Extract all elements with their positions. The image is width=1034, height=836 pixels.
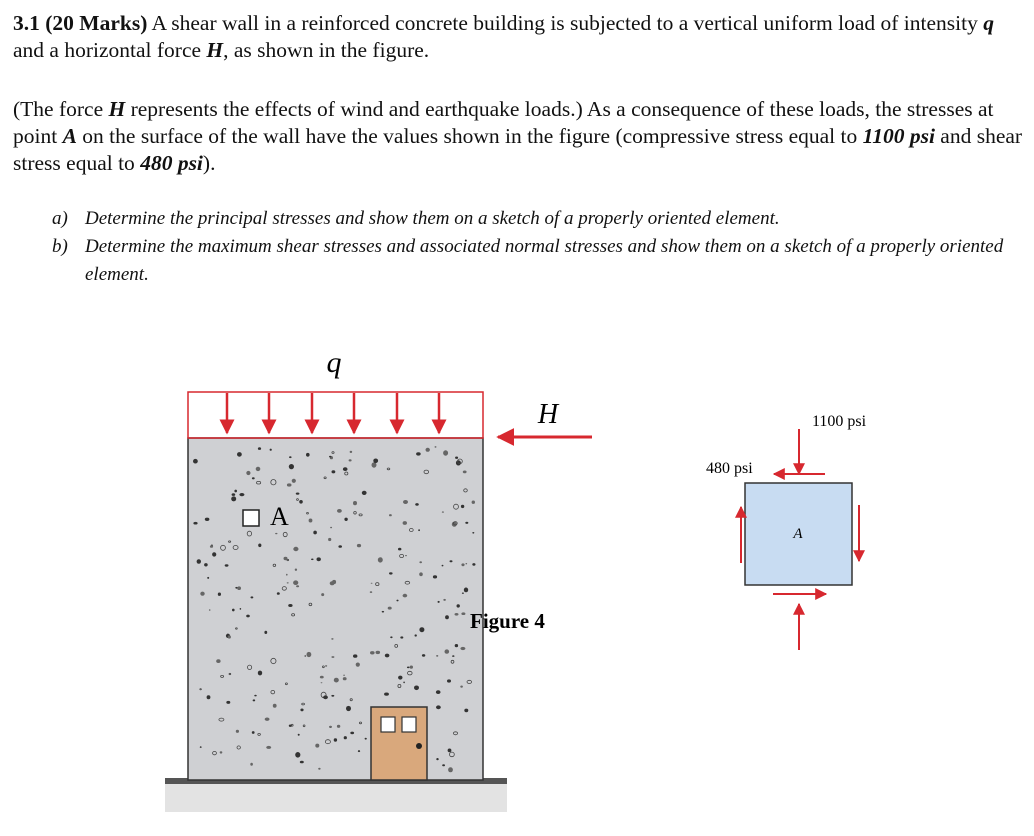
question-label: a) [52,208,68,229]
aggregate-speck [212,552,216,556]
aggregate-speck [304,655,306,656]
A-symbol: A [62,124,77,148]
aggregate-speck [460,647,465,650]
aggregate-speck [357,544,361,547]
aggregate-speck [350,451,353,453]
aggregate-speck [325,665,327,667]
shear-stress-label: 480 psi [706,460,753,477]
point-A-marker [243,510,259,526]
aggregate-speck [225,564,229,566]
door-window-left [381,717,395,732]
distributed-load-arrows [227,393,439,433]
aggregate-speck [287,483,292,486]
aggregate-speck [419,572,423,576]
aggregate-speck [461,612,465,615]
aggregate-speck [358,750,360,752]
aggregate-speck [306,453,310,457]
note-text: ). [202,151,216,175]
aggregate-speck [436,758,438,760]
aggregate-speck [197,559,201,564]
aggregate-speck [353,501,357,505]
aggregate-speck [231,496,236,501]
aggregate-speck [295,752,300,758]
compressive-stress-value: 1100 psi [862,124,935,148]
aggregate-speck [246,615,250,618]
aggregate-speck [371,583,373,584]
ground-shadow [165,784,507,812]
aggregate-speck [240,608,242,610]
aggregate-speck [292,479,296,483]
aggregate-speck [433,575,437,578]
aggregate-speck [415,503,419,506]
aggregate-speck [442,764,445,766]
aggregate-speck [426,448,430,452]
aggregate-speck [266,746,271,749]
aggregate-speck [288,604,292,607]
question-text: Determine the maximum shear stresses and associated normal stresses and show them on a sketch of a properly oriented element. [85,236,1004,285]
aggregate-speck [398,548,401,551]
aggregate-speck [236,730,239,733]
aggregate-speck [293,547,298,551]
aggregate-speck [193,459,198,464]
aggregate-speck [258,447,261,450]
aggregate-speck [289,456,292,458]
aggregate-speck [349,459,352,461]
aggregate-speck [330,527,332,529]
aggregate-speck [264,631,267,634]
aggregate-speck [237,586,241,590]
aggregate-speck [452,655,454,657]
note-text: represents the effects of wind and earthquake loads.) As a consequence of these loads, the stresses at point [13,97,994,148]
aggregate-speck [384,693,389,696]
q-label: q [326,346,342,379]
aggregate-speck [295,569,297,571]
aggregate-speck [452,522,457,527]
aggregate-speck [287,582,289,583]
aggregate-speck [218,593,221,596]
aggregate-speck [328,538,331,541]
aggregate-speck [343,467,348,471]
aggregate-speck [332,470,336,473]
aggregate-speck [343,675,345,676]
aggregate-speck [293,580,298,585]
aggregate-speck [338,545,342,548]
H-label: H [537,399,559,430]
aggregate-speck [436,690,441,694]
aggregate-speck [315,744,319,748]
aggregate-speck [205,518,210,521]
aggregate-speck [414,686,419,691]
aggregate-speck [407,667,410,669]
aggregate-speck [329,456,331,458]
statement-text: A shear wall in a reinforced concrete building is subjected to a vertical uniform load of intensity [147,11,984,35]
aggregate-speck [370,591,373,593]
aggregate-speck [254,695,256,697]
aggregate-speck [300,761,304,764]
aggregate-speck [376,651,381,654]
aggregate-speck [232,493,236,496]
aggregate-speck [232,609,235,612]
aggregate-speck [226,701,230,704]
aggregate-speck [337,509,342,513]
H-symbol: H [108,97,126,121]
statement-text: and a horizontal force [13,38,207,62]
aggregate-speck [277,592,280,595]
aggregate-speck [472,563,475,566]
aggregate-speck [350,732,354,735]
aggregate-speck [400,636,403,638]
aggregate-speck [237,452,242,457]
aggregate-speck [289,464,294,469]
shear-wall [188,438,483,780]
door-knob [416,743,422,749]
aggregate-speck [472,501,475,504]
aggregate-speck [252,731,255,734]
question-label: b) [52,236,68,257]
aggregate-speck [251,596,254,598]
aggregate-speck [323,695,328,699]
aggregate-speck [365,738,367,740]
aggregate-speck [422,654,425,657]
aggregate-speck [419,627,424,632]
aggregate-speck [258,671,262,676]
aggregate-speck [372,462,377,467]
aggregate-speck [450,560,453,562]
aggregate-speck [334,678,339,683]
aggregate-speck [373,459,378,464]
aggregate-speck [265,718,270,721]
aggregate-speck [284,557,288,560]
note-text: on the surface of the wall have the values shown in the figure (compressive stress equal to [76,124,863,148]
aggregate-speck [410,666,413,669]
aggregate-speck [234,490,237,493]
aggregate-speck [200,592,204,596]
aggregate-speck [443,599,446,601]
aggregate-speck [461,563,464,566]
aggregate-speck [389,514,392,516]
aggregate-speck [253,699,256,701]
aggregate-speck [462,593,464,594]
aggregate-speck [207,695,211,699]
aggregate-speck [309,519,313,523]
aggregate-speck [318,768,320,770]
aggregate-speck [396,600,398,602]
aggregate-speck [438,601,440,603]
aggregate-speck [416,452,421,455]
aggregate-speck [403,682,405,684]
aggregate-speck [448,749,452,753]
aggregate-speck [465,522,468,524]
aggregate-speck [250,763,253,766]
statement-text: , as shown in the figure. [223,38,430,62]
aggregate-speck [442,511,444,512]
shear-stress-value: 480 psi [140,151,203,175]
aggregate-speck [403,594,408,598]
aggregate-speck [398,676,402,680]
aggregate-speck [299,500,303,504]
aggregate-speck [405,555,407,556]
aggregate-speck [436,655,438,657]
aggregate-speck [442,565,444,567]
aggregate-speck [370,651,375,654]
point-A-label: A [270,502,289,531]
aggregate-speck [464,709,468,713]
aggregate-speck [343,677,347,680]
note-text: (The force [13,97,109,121]
aggregate-speck [455,644,458,647]
aggregate-speck [307,652,312,657]
aggregate-speck [362,491,367,495]
aggregate-speck [390,636,392,638]
aggregate-speck [445,615,449,619]
aggregate-speck [321,682,323,683]
aggregate-speck [246,471,250,475]
aggregate-speck [388,607,392,610]
aggregate-speck [228,635,231,638]
aggregate-speck [239,493,244,496]
aggregate-speck [210,545,213,548]
aggregate-speck [193,522,197,525]
stress-element-label: A [793,526,803,542]
aggregate-speck [344,736,347,739]
aggregate-speck [330,581,335,585]
aggregate-speck [207,577,209,579]
aggregate-speck [320,676,324,679]
compressive-stress-label: 1100 psi [812,413,867,430]
aggregate-speck [296,585,299,587]
aggregate-speck [270,449,272,451]
aggregate-speck [461,505,464,508]
aggregate-speck [419,561,422,563]
aggregate-speck [286,574,288,576]
aggregate-speck [460,686,463,688]
aggregate-speck [455,613,459,616]
aggregate-speck [256,467,261,471]
aggregate-speck [209,609,211,611]
aggregate-speck [447,679,451,682]
aggregate-speck [252,477,255,479]
aggregate-speck [389,572,393,574]
aggregate-speck [436,705,441,709]
aggregate-speck [435,446,437,448]
aggregate-speck [273,704,277,708]
aggregate-speck [289,725,292,727]
aggregate-speck [445,649,450,653]
figure-caption: Figure 4 [470,609,545,633]
aggregate-speck [313,531,317,535]
aggregate-speck [443,450,448,455]
aggregate-speck [346,706,351,711]
H-symbol: H [206,38,224,62]
aggregate-speck [296,493,300,495]
note-text: and shear stress equal to [13,124,1023,175]
aggregate-speck [448,767,453,772]
aggregate-speck [331,695,334,697]
aggregate-speck [317,557,321,561]
aggregate-speck [466,563,468,564]
door-window-right [402,717,416,732]
aggregate-speck [356,663,360,667]
aggregate-speck [382,611,384,613]
question-text: Determine the principal stresses and show them on a sketch of a properly oriented element. [85,208,780,229]
q-symbol: q [983,11,994,35]
aggregate-speck [337,725,340,728]
problem-marks: (20 Marks) [45,11,148,35]
aggregate-speck [455,457,458,459]
aggregate-speck [258,544,261,548]
problem-number: 3.1 [13,11,40,35]
aggregate-speck [464,588,468,593]
aggregate-speck [298,734,300,736]
aggregate-speck [457,604,460,607]
aggregate-speck [403,500,408,504]
aggregate-speck [353,654,357,657]
aggregate-speck [418,529,420,531]
aggregate-speck [204,563,208,566]
aggregate-speck [300,709,303,712]
aggregate-speck [334,738,337,741]
aggregate-speck [463,471,467,474]
aggregate-speck [331,656,334,658]
aggregate-speck [378,557,383,562]
aggregate-speck [275,533,277,534]
aggregate-speck [403,521,407,525]
aggregate-speck [385,654,390,658]
aggregate-speck [311,559,314,561]
aggregate-speck [344,518,347,521]
aggregate-speck [321,593,324,596]
aggregate-speck [331,638,333,640]
aggregate-speck [415,634,417,636]
aggregate-speck [220,751,223,753]
aggregate-speck [472,532,474,534]
aggregate-speck [200,746,202,748]
aggregate-speck [216,659,220,663]
